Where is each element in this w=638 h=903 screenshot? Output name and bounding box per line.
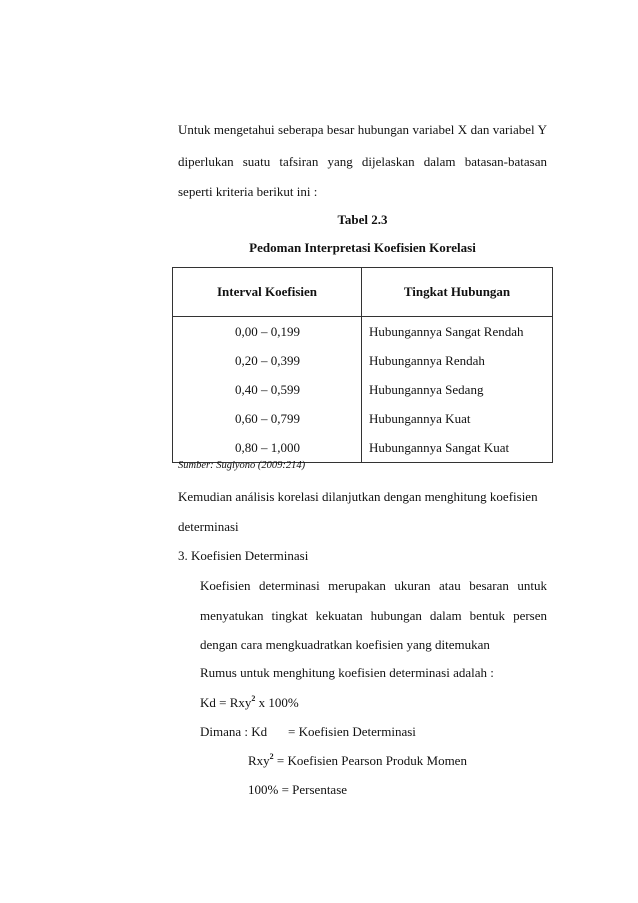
table-source: Sumber: Sugiyono (2009:214) [178, 460, 306, 471]
header-tingkat: Tingkat Hubungan [362, 268, 553, 317]
rxy-definition: = Koefisien Pearson Produk Momen [273, 753, 467, 768]
rxy-symbol: Rxy [248, 753, 270, 768]
tingkat-cell: Hubungannya Sangat Kuat [369, 439, 510, 455]
where-kd-definition: = Koefisien Determinasi [288, 724, 416, 739]
table-row [173, 317, 553, 347]
table-number: Tabel 2.3 [337, 212, 388, 227]
section-body-line-3: dengan cara mengkuadratkan koefisien yang ditemukan [200, 637, 490, 652]
interval-cell: 0,60 – 0,799 [173, 404, 362, 433]
tingkat-cell: Hubungannya Sangat Rendah [369, 323, 524, 339]
section-heading: 3. Koefisien Determinasi [178, 548, 309, 563]
formula [200, 695, 299, 711]
formula-left: Kd = Rxy [200, 695, 252, 710]
interval-cell: 0,80 – 1,000 [173, 433, 362, 463]
table-row [173, 404, 553, 433]
table-row [173, 433, 553, 463]
correlation-table [172, 267, 553, 463]
where-kd-label: Dimana : Kd [200, 724, 268, 739]
interval-cell: 0,20 – 0,399 [173, 346, 362, 375]
formula-intro: Rumus untuk menghitung koefisien determinasi adalah : [200, 665, 494, 680]
formula-exponent: 2 [251, 694, 256, 703]
intro-line-3: seperti kriteria berikut ini : [178, 184, 318, 199]
table-title: Pedoman Interpretasi Koefisien Korelasi [249, 240, 476, 255]
section-body-line-1: Koefisien determinasi merupakan ukuran atau besaran untuk [200, 578, 547, 593]
tingkat-cell: Hubungannya Rendah [369, 352, 485, 368]
interval-cell: 0,40 – 0,599 [173, 375, 362, 404]
intro-line-1: Untuk mengetahui seberapa besar hubungan variabel X dan variabel Y [178, 122, 547, 137]
after-table-line-2: determinasi [178, 519, 239, 534]
table-header-row [173, 268, 553, 317]
table-row [173, 346, 553, 375]
table-row [173, 375, 553, 404]
section-body-line-2: menyatukan tingkat kekuatan hubungan dalam bentuk persen [200, 608, 547, 623]
tingkat-cell: Hubungannya Sedang [369, 381, 484, 397]
after-table-line-1: Kemudian análisis korelasi dilanjutkan dengan menghitung koefisien [178, 489, 538, 504]
formula-right: x 100% [255, 695, 299, 710]
where-percent: 100% = Persentase [248, 782, 348, 797]
interval-cell: 0,00 – 0,199 [173, 317, 362, 347]
intro-line-2: diperlukan suatu tafsiran yang dijelaskan dalam batasan-batasan [178, 154, 547, 169]
tingkat-cell: Hubungannya Kuat [369, 410, 471, 426]
rxy-exponent: 2 [269, 752, 274, 761]
where-rxy [248, 753, 467, 769]
header-interval: Interval Koefisien [173, 268, 362, 317]
